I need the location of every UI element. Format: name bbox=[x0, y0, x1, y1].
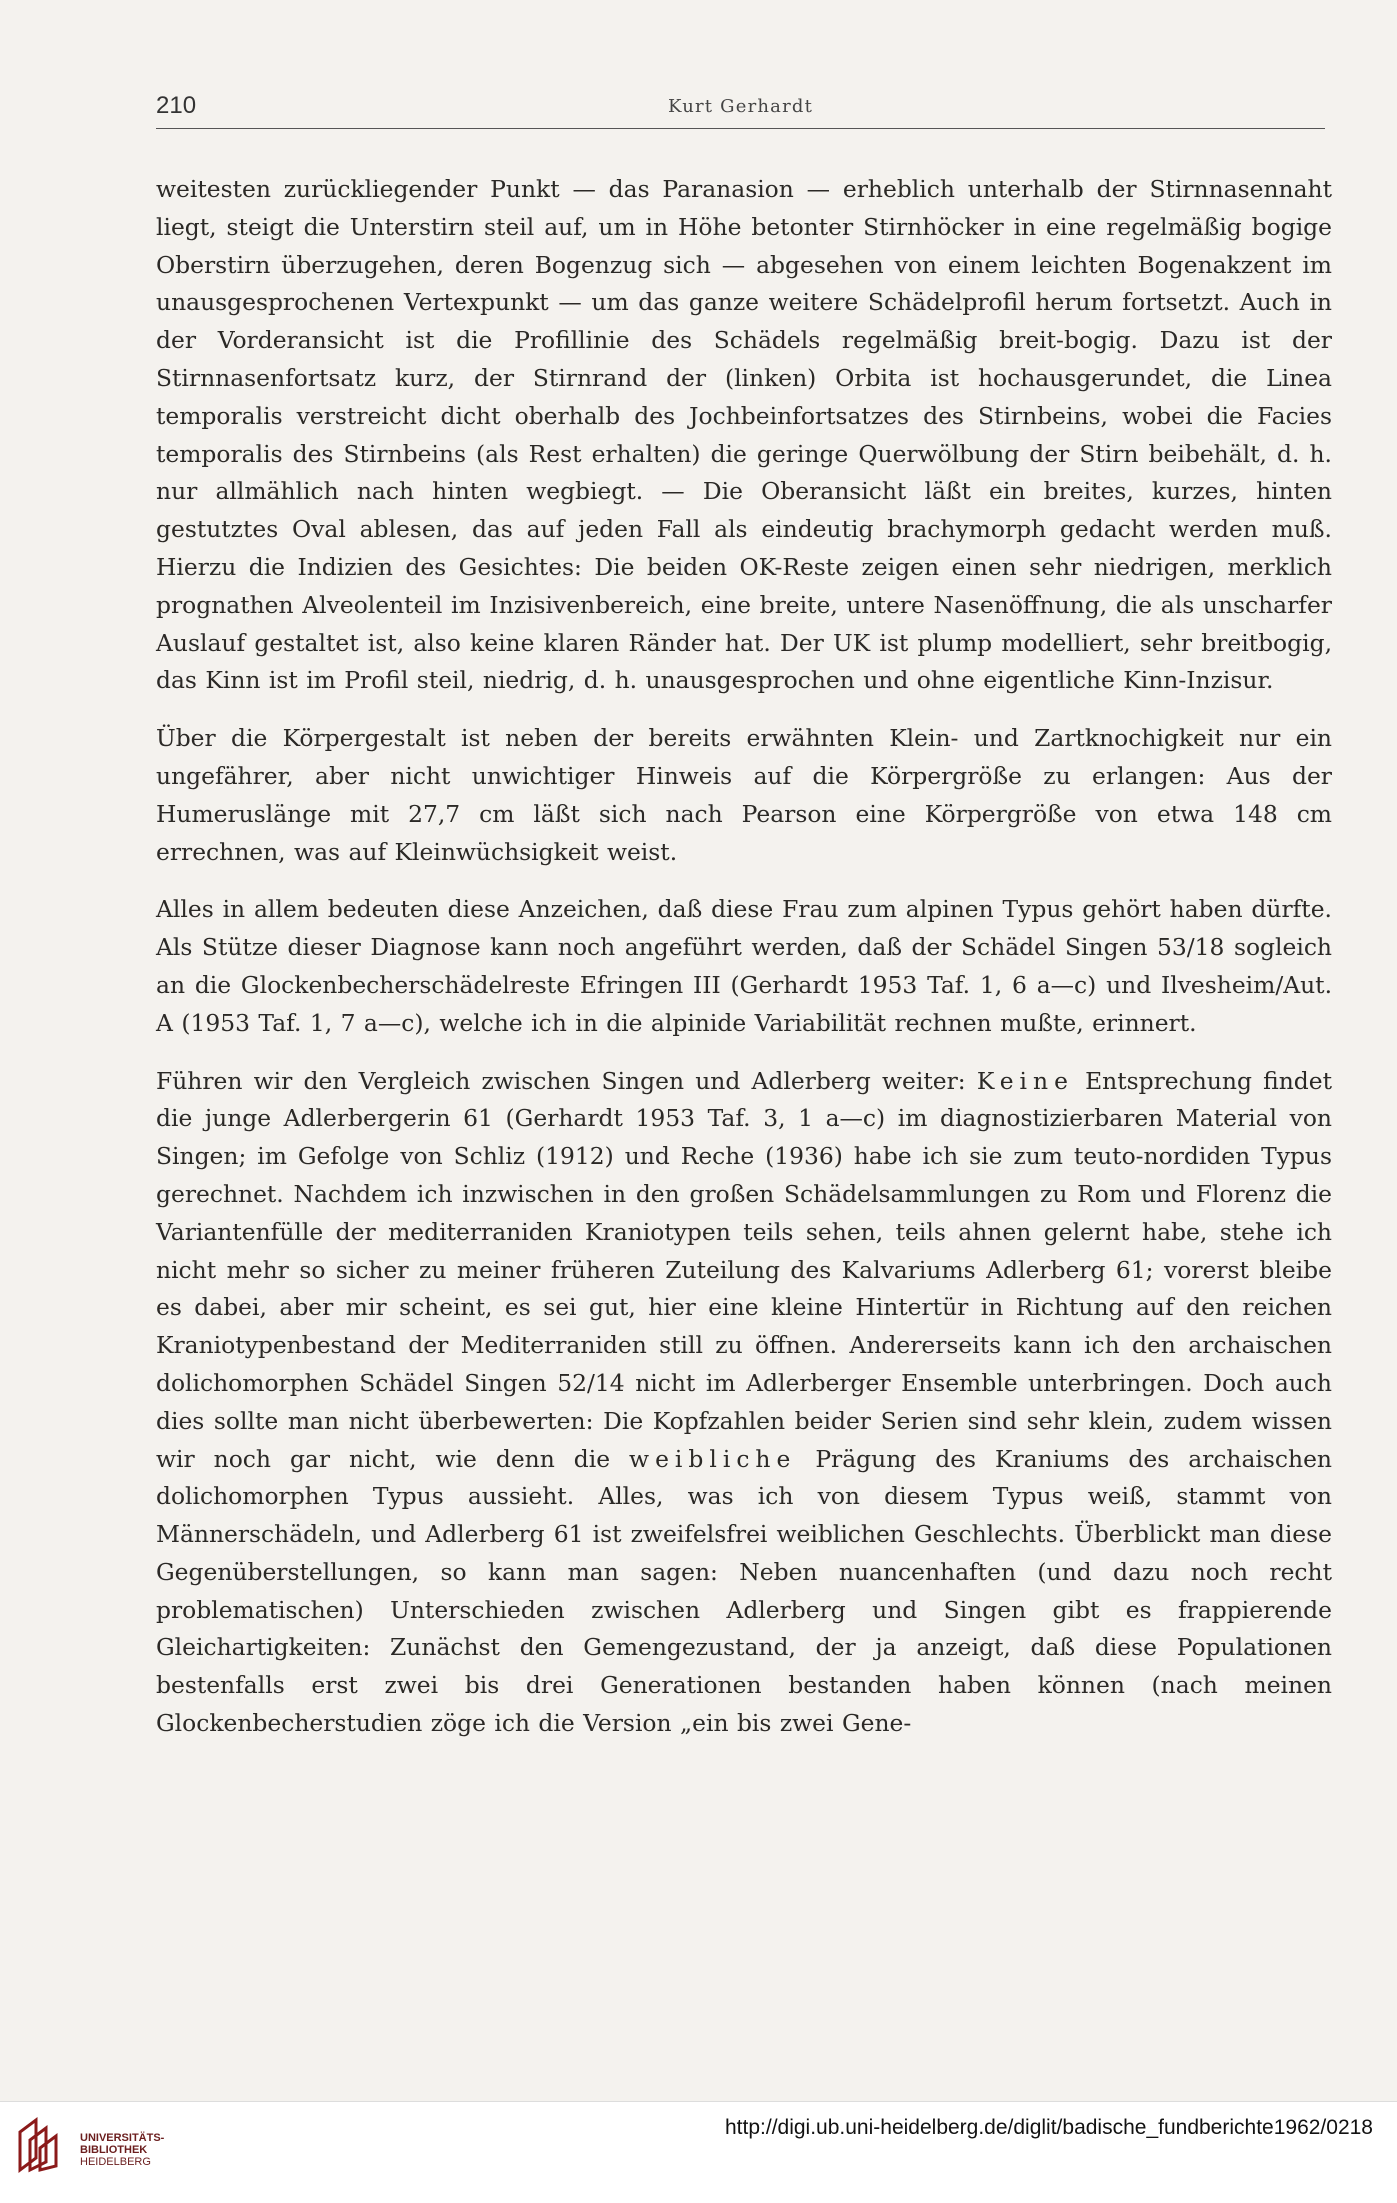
paragraph-3: Alles in allem bedeuten diese Anzeichen, daß diese Frau zum alpinen Typus gehört haben dürfte. Als Stütze dieser Diagnose kann noch angeführt werden, daß der Schädel Singen 53/18 sogleich an die Glockenbecherschädelreste Efringen III (Gerhardt 1953 Taf. 1, 6 a—c) und Ilvesheim/Aut. A (1953 Taf. 1, 7 a—c), welche ich in die alpinide Variabilität rechnen mußte, erinnert. bbox=[156, 895, 1332, 1037]
body-text bbox=[156, 171, 1332, 1763]
footer-bar bbox=[0, 2101, 1397, 2203]
paragraph-4 bbox=[156, 1063, 1332, 1743]
paragraph-4-part-1: Führen wir den Vergleich zwischen Singen und Adlerberg weiter: bbox=[156, 1066, 977, 1095]
library-logo-icon bbox=[14, 2112, 66, 2176]
library-name-line-1: UNIVERSITÄTS- bbox=[80, 2132, 165, 2144]
paragraph-4-part-2: Entsprechung findet die junge Adlerbergerin 61 (Gerhardt 1953 Taf. 3, 1 a—c) im diagnostizierbaren Material von Singen; im Gefolge von Schliz (1912) und Reche (1936) habe ich sie zum teuto-nordiden Typus gerechnet. Nachdem ich inzwischen in den großen Schädelsammlungen zu Rom und Florenz die Variantenfülle der mediterraniden Kraniotypen teils sehen, teils ahnen gelernt habe, stehe ich nicht mehr so sicher zu meiner früheren Zuteilung des Kalvariums Adlerberg 61; vorerst bleibe es dabei, aber mir scheint, es sei gut, hier eine kleine Hintertür in Richtung auf den reichen Kraniotypenbestand der Mediterraniden still zu öffnen. Andererseits kann ich den archaischen dolichomorphen Schädel Singen 52/14 nicht im Adlerberger Ensemble unterbringen. Doch auch dies sollte man nicht überbewerten: Die Kopfzahlen beider Serien sind sehr klein, zudem wissen wir noch gar nicht, wie denn die bbox=[156, 1066, 1332, 1473]
paragraph-2: Über die Körpergestalt ist neben der bereits erwähnten Klein- und Zartknochigkeit nur ein ungefährer, aber nicht unwichtiger Hinweis auf die Körpergröße zu erlangen: Aus der Humeruslänge mit 27,7 cm läßt sich nach Pearson eine Körpergröße von etwa 148 cm errechnen, was auf Kleinwüchsigkeit weist. bbox=[156, 724, 1332, 866]
library-name bbox=[80, 2132, 164, 2168]
paragraph-4-part-3: Prägung des Kraniums des archaischen dolichomorphen Typus aussieht. Alles, was ich von diesem Typus weiß, stammt von Männerschädeln, und Adlerberg 61 ist zweifelsfrei weiblichen Geschlechts. Überblickt man diese Gegenüberstellungen, so kann man sagen: Neben nuancenhaften (und dazu noch recht problematischen) Unterschieden zwischen Adlerberg und Singen gibt es frappierende Gleichartigkeiten: Zunächst den Gemengezustand, der ja anzeigt, daß diese Populationen bestenfalls erst zwei bis drei Generationen bestanden haben können (nach meinen Glockenbecherstudien zöge ich die Version „ein bis zwei Gene- bbox=[156, 1444, 1332, 1738]
library-name-line-2: BIBLIOTHEK bbox=[80, 2144, 148, 2156]
spaced-word-weibliche: weibliche bbox=[629, 1444, 797, 1473]
paragraph-1: weitesten zurückliegender Punkt — das Paranasion — erheblich unterhalb der Stirnnasennaht liegt, steigt die Unterstirn steil auf, um in Höhe betonter Stirnhöcker in eine regelmäßig bogige Oberstirn überzugehen, deren Bogenzug sich — abgesehen von einem leichten Bogenakzent im unausgesprochenen Vertexpunkt — um das ganze weitere Schädelprofil herum fortsetzt. Auch in der Vorderansicht ist die Profillinie des Schädels regelmäßig breit-bogig. Dazu ist der Stirnnasenfortsatz kurz, der Stirnrand der (linken) Orbita ist hochausgerundet, die Linea temporalis verstreicht dicht oberhalb des Jochbeinfortsatzes des Stirnbeins, wobei die Facies temporalis des Stirnbeins (als Rest erhalten) die geringe Querwölbung der Stirn beibehält, d. h. nur allmählich nach hinten wegbiegt. — Die Oberansicht läßt ein breites, kurzes, hinten gestutztes Oval ablesen, das auf jeden Fall als eindeutig brachymorph gedacht werden muß. Hierzu die Indizien des Gesichtes: Die beiden OK-Reste zeigen einen sehr niedrigen, merklich prognathen Alveolenteil im Inzisivenbereich, eine breite, untere Nasenöffnung, die als unscharfer Auslauf gestaltet ist, also keine klaren Ränder hat. Der UK ist plump modelliert, sehr breitbogig, das Kinn ist im Profil steil, niedrig, d. h. unausgesprochen und ohne eigentliche Kinn-Inzisur. bbox=[156, 175, 1332, 695]
running-head: Kurt Gerhardt bbox=[667, 96, 814, 117]
source-url-link[interactable]: http://digi.ub.uni-heidelberg.de/diglit/badische_fundberichte1962/0218 bbox=[725, 2116, 1373, 2139]
page-header bbox=[156, 88, 1325, 129]
spaced-word-keine: Keine bbox=[976, 1066, 1074, 1095]
library-name-line-3: HEIDELBERG bbox=[80, 2156, 151, 2168]
page-number: 210 bbox=[156, 92, 197, 119]
